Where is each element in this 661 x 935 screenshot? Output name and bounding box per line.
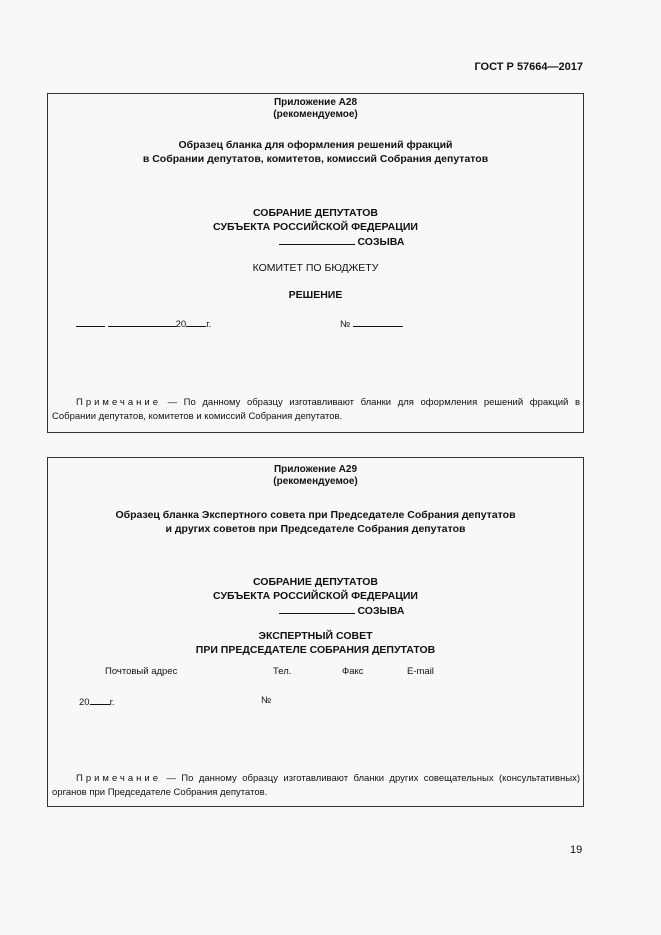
convocation — [48, 604, 583, 617]
convocation — [48, 235, 583, 248]
appendix-status: (рекомендуемое) — [273, 109, 358, 120]
standard-header: ГОСТ Р 57664—2017 — [474, 61, 583, 73]
postal-address-label: Почтовый адрес — [105, 666, 178, 677]
doc-type: РЕШЕНИЕ — [288, 289, 343, 301]
date-field: 20 г. — [79, 697, 115, 708]
email-label: E-mail — [407, 666, 434, 677]
form-title-line1: Образец бланка Экспертного совета при Председателе Собрания депутатов — [115, 509, 516, 521]
org-line1: СОБРАНИЕ ДЕПУТАТОВ — [252, 576, 379, 588]
appendix-label: Приложение А29 — [273, 464, 358, 475]
council-line2: ПРИ ПРЕДСЕДАТЕЛЕ СОБРАНИЯ ДЕПУТАТОВ — [195, 644, 436, 656]
convocation-label: СОЗЫВА — [357, 605, 405, 617]
appendix-status: (рекомендуемое) — [273, 476, 358, 487]
number-field: № — [261, 695, 272, 706]
appendix-a28-form — [47, 93, 584, 433]
org-line2: СУБЪЕКТА РОССИЙСКОЙ ФЕДЕРАЦИИ — [213, 221, 418, 233]
form-note: Примечание — По данному образцу изготавливают бланки для оформления решений фракций в Собрании депутатов, комитетов и комиссий Собрания депутатов. — [52, 397, 580, 422]
org-line2: СУБЪЕКТА РОССИЙСКОЙ ФЕДЕРАЦИИ — [213, 590, 418, 602]
convocation-label: СОЗЫВА — [357, 236, 405, 248]
council-line1: ЭКСПЕРТНЫЙ СОВЕТ — [258, 630, 373, 642]
form-title-line2: и других советов при Председателе Собрания депутатов — [165, 523, 466, 535]
form-title-line2: в Собрании депутатов, комитетов, комиссий Собрания депутатов — [142, 153, 489, 165]
org-line1: СОБРАНИЕ ДЕПУТАТОВ — [252, 207, 379, 219]
form-note: Примечание — По данному образцу изготавливают бланки других совещательных (консультативных) органов при Председателе Собрания депутатов. — [52, 773, 580, 798]
number-field: № — [340, 317, 403, 330]
appendix-a29-form — [47, 457, 584, 807]
fax-label: Факс — [342, 666, 364, 677]
committee-name: КОМИТЕТ ПО БЮДЖЕТУ — [252, 262, 379, 274]
phone-label: Тел. — [273, 666, 292, 677]
form-title-line1: Образец бланка для оформления решений фракций — [178, 139, 453, 151]
date-field: 20 г. — [76, 317, 211, 330]
page-number: 19 — [570, 844, 583, 856]
appendix-label: Приложение А28 — [273, 97, 358, 108]
